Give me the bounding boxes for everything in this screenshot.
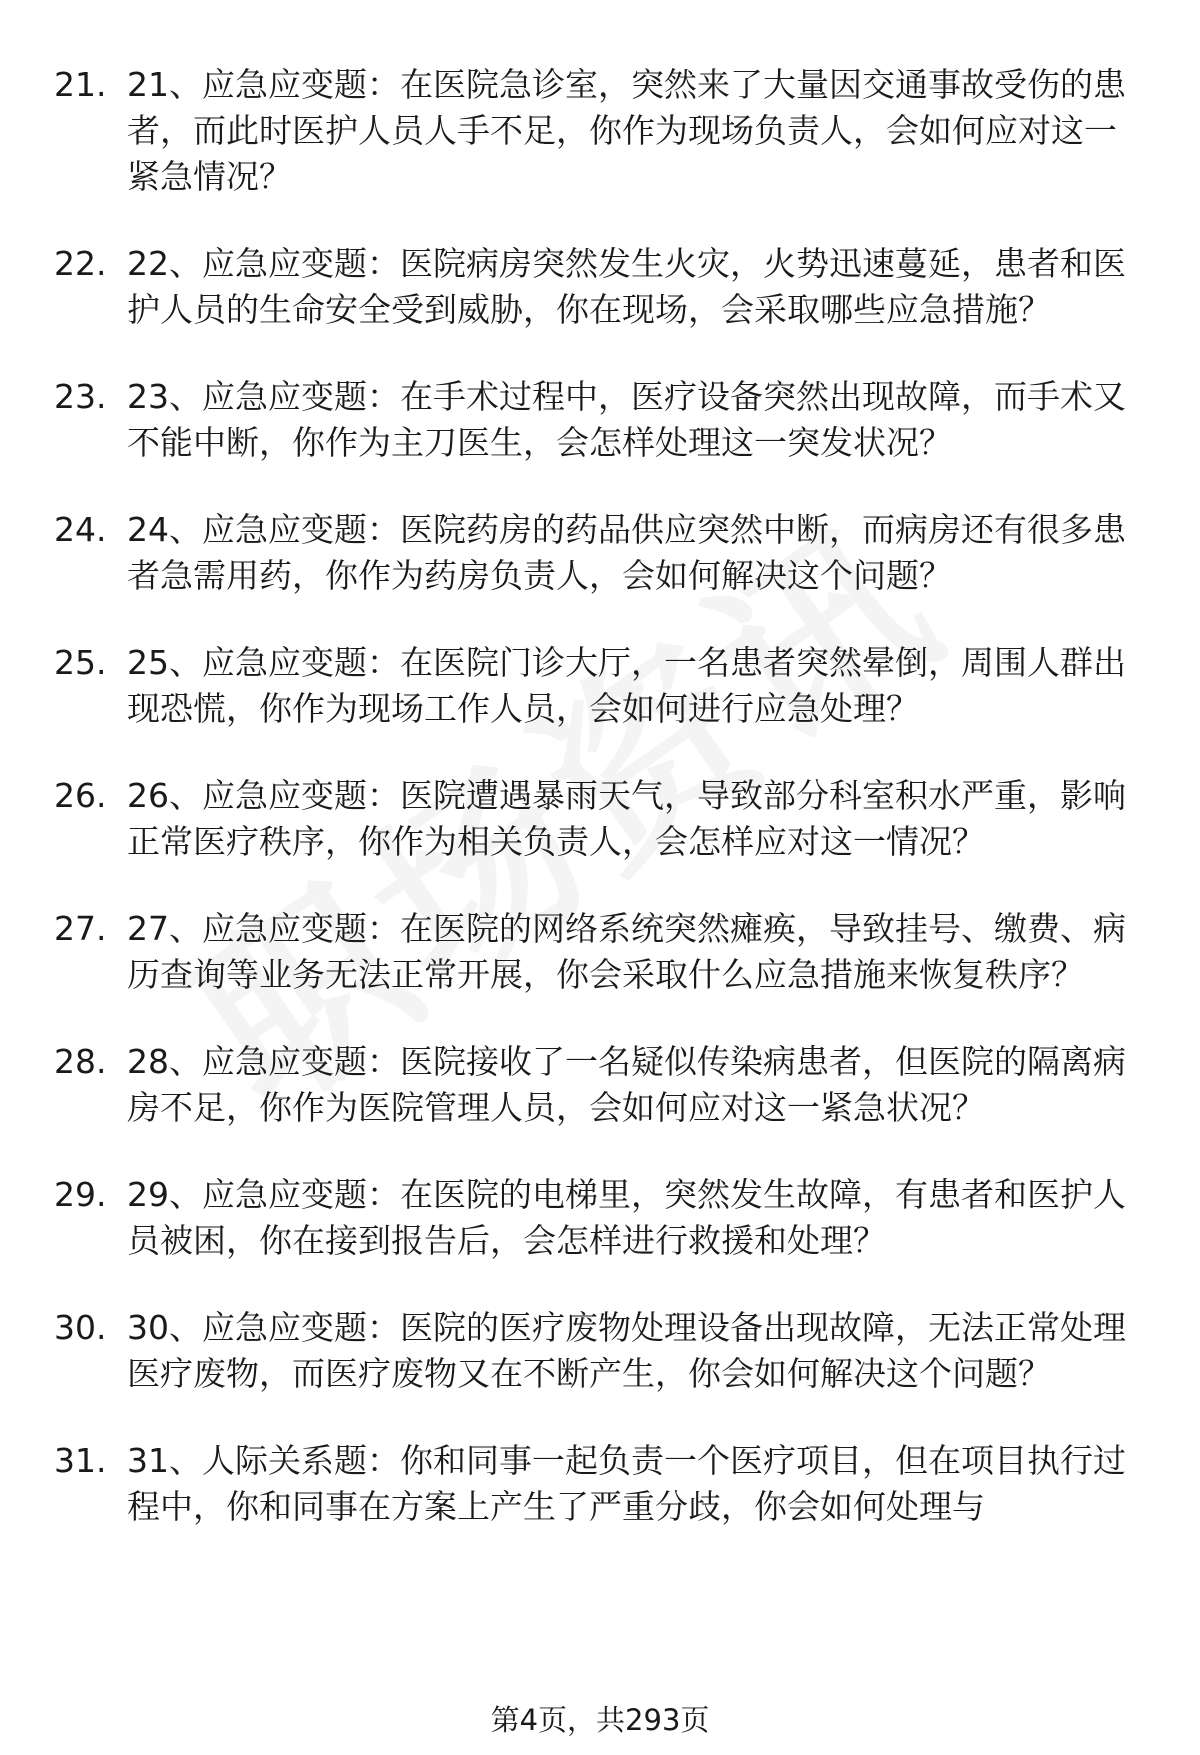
list-item	[0, 374, 1200, 466]
list-item	[0, 773, 1200, 865]
item-text: 23、应急应变题：在手术过程中，医疗设备突然出现故障，而手术又不能中断，你作为主刀医生，会怎样处理这一突发状况？	[127, 377, 1126, 462]
item-number: 30.	[54, 1308, 107, 1347]
list-item	[0, 1305, 1200, 1397]
item-text: 26、应急应变题：医院遭遇暴雨天气，导致部分科室积水严重，影响正常医疗秩序，你作为相关负责人，会怎样应对这一情况？	[127, 776, 1126, 861]
item-number: 24.	[54, 510, 107, 549]
item-number: 29.	[54, 1175, 107, 1214]
item-number: 31.	[54, 1441, 107, 1480]
item-text: 21、应急应变题：在医院急诊室，突然来了大量因交通事故受伤的患者，而此时医护人员人手不足，你作为现场负责人，会如何应对这一紧急情况？	[127, 65, 1126, 196]
item-number: 23.	[54, 377, 107, 416]
list-item	[0, 906, 1200, 998]
list-item	[0, 640, 1200, 732]
item-text: 29、应急应变题：在医院的电梯里，突然发生故障，有患者和医护人员被困，你在接到报告后，会怎样进行救援和处理？	[127, 1175, 1126, 1260]
list-item	[0, 62, 1200, 200]
item-text: 22、应急应变题：医院病房突然发生火灾，火势迅速蔓延，患者和医护人员的生命安全受到威胁，你在现场，会采取哪些应急措施？	[127, 244, 1126, 329]
item-text: 30、应急应变题：医院的医疗废物处理设备出现故障，无法正常处理医疗废物，而医疗废物又在不断产生，你会如何解决这个问题？	[127, 1308, 1126, 1393]
list-item	[0, 241, 1200, 333]
item-text: 27、应急应变题：在医院的网络系统突然瘫痪，导致挂号、缴费、病历查询等业务无法正常开展，你会采取什么应急措施来恢复秩序？	[127, 909, 1126, 994]
item-number: 28.	[54, 1042, 107, 1081]
list-item	[0, 1438, 1200, 1530]
list-item	[0, 1039, 1200, 1131]
item-text: 28、应急应变题：医院接收了一名疑似传染病患者，但医院的隔离病房不足，你作为医院管理人员，会如何应对这一紧急状况？	[127, 1042, 1126, 1127]
list-item	[0, 507, 1200, 599]
item-number: 22.	[54, 244, 107, 283]
list-item	[0, 1172, 1200, 1264]
item-number: 26.	[54, 776, 107, 815]
item-number: 25.	[54, 643, 107, 682]
item-number: 21.	[54, 65, 107, 104]
item-text: 25、应急应变题：在医院门诊大厅，一名患者突然晕倒，周围人群出现恐慌，你作为现场工作人员，会如何进行应急处理？	[127, 643, 1126, 728]
question-list	[0, 62, 1200, 1571]
item-number: 27.	[54, 909, 107, 948]
page-footer: 第4页，共293页	[490, 1703, 710, 1737]
item-text: 31、人际关系题：你和同事一起负责一个医疗项目，但在项目执行过程中，你和同事在方案上产生了严重分歧，你会如何处理与	[127, 1441, 1126, 1526]
item-text: 24、应急应变题：医院药房的药品供应突然中断，而病房还有很多患者急需用药，你作为药房负责人，会如何解决这个问题？	[127, 510, 1126, 595]
